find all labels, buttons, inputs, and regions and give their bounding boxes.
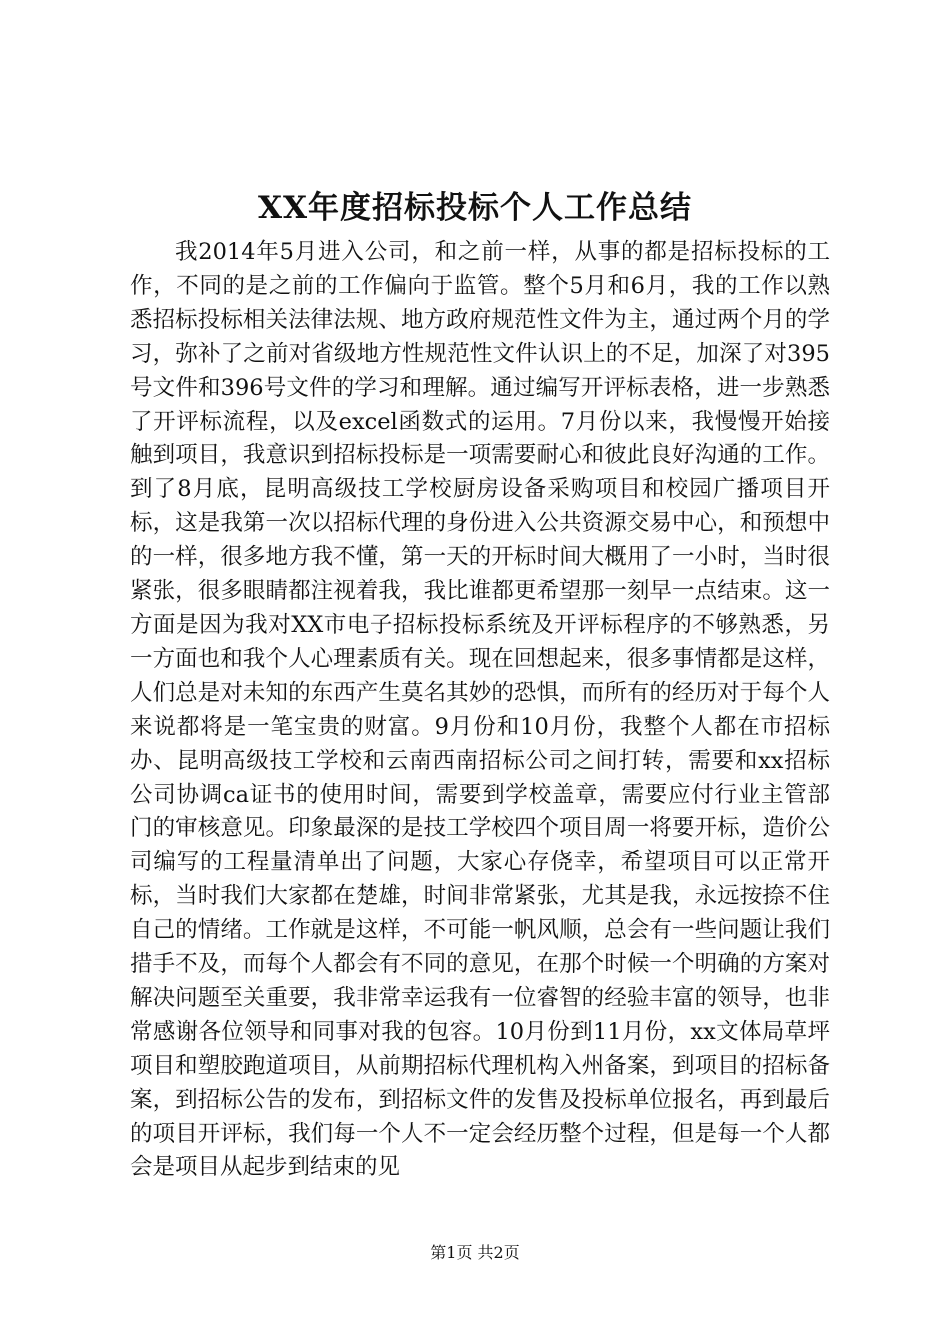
page-footer: 第1页 共2页 <box>430 1243 520 1262</box>
body-paragraph: 我2014年5月进入公司，和之前一样，从事的都是招标投标的工作，不同的是之前的工作偏向于监管。整个5月和6月，我的工作以熟悉招标投标相关法律法规、地方政府规范性文件为主，通过两个月的学习，弥补了之前对省级地方性规范性文件认识上的不足，加深了对395号文件和396号文件的学习和理解。通过编写开评标表格，进一步熟悉了开评标流程，以及excel函数式的运用。7月份以来，我慢慢开始接触到项目，我意识到招标投标是一项需要耐心和彼此良好沟通的工作。到了8月底，昆明高级技工学校厨房设备采购项目和校园广播项目开标，这是我第一次以招标代理的身份进入公共资源交易中心，和预想中的一样，很多地方我不懂，第一天的开标时间大概用了一小时，当时很紧张，很多眼睛都注视着我，我比谁都更希望那一刻早一点结束。这一方面是因为我对XX市电子招标投标系统及开评标程序的不够熟悉，另一方面也和我个人心理素质有关。现在回想起来，很多事情都是这样，人们总是对未知的东西产生莫名其妙的恐惧，而所有的经历对于每个人来说都将是一笔宝贵的财富。9月份和10月份，我整个人都在市招标办、昆明高级技工学校和云南西南招标公司之间打转，需要和xx招标公司协调ca证书的使用时间，需要到学校盖章，需要应付行业主管部门的审核意见。印象最深的是技工学校四个项目周一将要开标，造价公司编写的工程量清单出了问题，大家心存侥幸，希望项目可以正常开标，当时我们大家都在楚雄，时间非常紧张，尤其是我，永远按捺不住自己的情绪。工作就是这样，不可能一帆风顺，总会有一些问题让我们措手不及，而每个人都会有不同的意见，在那个时候一个明确的方案对解决问题至关重要，我非常幸运我有一位睿智的经验丰富的领导，也非常感谢各位领导和同事对我的包容。10月份到11月份，xx文体局草坪项目和塑胶跑道项目，从前期招标代理机构入州备案，到项目的招标备案，到招标公告的发布，到招标文件的发售及投标单位报名，再到最后的项目开评标，我们每一个人不一定会经历整个过程，但是每一个人都会是项目从起步到结束的见 <box>130 239 830 1181</box>
document-title: XX年度招标投标个人工作总结 <box>257 190 693 226</box>
